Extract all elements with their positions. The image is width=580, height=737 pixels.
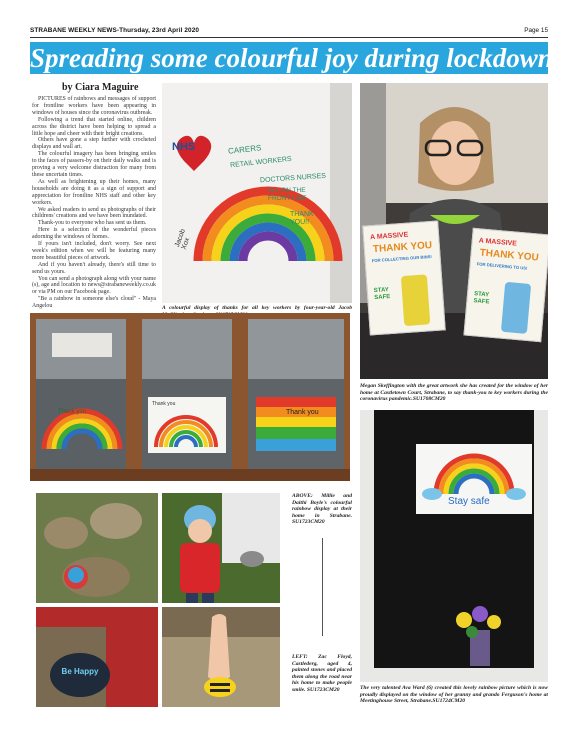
article-paragraph: Others have gone a step further with crocheted displays and wall art. <box>32 137 156 151</box>
byline: by Ciara Maguire <box>62 82 139 93</box>
article-paragraph: Here is a selection of the wonderful pieces adorning the windows of homes. <box>32 227 156 241</box>
caption-zac: LEFT: Zac Floyd, Castlederg, aged 4, painted stones and placed them along the road near his home to make people smile. SU1723CM20 <box>292 654 352 693</box>
article-paragraph: The colourful imagery has been bringing smiles to the faces of passers-by on their daily walks and is proving a very welcome distraction for many from these uncertain times. <box>32 151 156 178</box>
stay-safe-text: Stay safe <box>448 496 490 507</box>
drawing-signature: Jacob Xox <box>173 228 192 251</box>
caption-ava: The very talented Ava Ward (6) created this lovely rainbow picture which is now proudly displayed on the window of her granny and grando Ferguson's home at Meetinghouse Street, Strabane.SU1724CM20 <box>360 685 548 704</box>
headline: Spreading some colourful joy during lockdown <box>30 43 553 73</box>
boy-illustration <box>162 493 280 603</box>
drawing-retail: RETAIL WORKERS <box>229 155 293 170</box>
poster-bins-massive: A MASSIVE <box>369 231 409 242</box>
drawing-carers: CARERS <box>227 143 262 156</box>
article-paragraph: PICTURES of rainbows and messages of support for frontline workers have been appearing in windows of houses since the coronavirus outbreak. <box>32 96 156 116</box>
photo-megan <box>360 83 548 379</box>
poster-bins-stay: STAY SAFE <box>373 287 391 302</box>
article-paragraph: As well as brightening up their homes, many households are doing it as a sign of support and appreciation for frontline NHS staff and other key workers. <box>32 178 156 206</box>
poster-delivery-sub: FOR DELIVERING TO US! <box>476 261 528 271</box>
window-sign-1: Thank you <box>58 409 87 415</box>
window-illustration <box>30 313 350 481</box>
article-paragraph: You can send a photograph along with your name (s), age and location to news@strabaneweekly.co.uk or via PM on our Facebook page. <box>32 275 156 296</box>
caption-divider <box>322 538 323 636</box>
masthead-title: STRABANE WEEKLY NEWS-Thursday, 23rd April 2020 <box>30 27 200 34</box>
caption-millie: ABOVE: Millie and Daithi Boyle's colourful rainbow display at their home in Strabane. SU1723CM20 <box>292 493 352 525</box>
photo-jacob-drawing <box>162 83 352 303</box>
photo-boy-in-garden <box>162 493 280 603</box>
poster-bins <box>362 220 445 335</box>
poster-bins-figure <box>401 274 430 326</box>
top-rule <box>30 37 548 38</box>
poster-bins-sub: FOR COLLECTING OUR BINS! <box>371 254 433 264</box>
poster-delivery-figure <box>501 282 531 334</box>
photo-stay-safe-window <box>360 410 548 682</box>
stone-be-happy: Be Happy <box>61 667 99 676</box>
hand-illustration <box>162 607 280 707</box>
stay-safe-illustration <box>360 410 548 682</box>
article-paragraph: Following a trend that started online, children across the district have been helping to spread a little hope and cheer with their bright creations. <box>32 116 156 137</box>
photo-hand-stone <box>162 607 280 707</box>
article-body <box>32 96 156 310</box>
poster-delivery-stay: STAY SAFE <box>473 291 490 306</box>
page-number: Page 15 <box>524 27 548 34</box>
article-paragraph: And if you haven't already, there's still time to send us yours. <box>32 261 156 275</box>
caption-jacob: A colourful display of thanks for all key workers by four-year-old Jacob <box>162 305 352 311</box>
poster-delivery <box>463 228 548 342</box>
drawing-frontline: ALL ON THE FRONT LINE <box>268 187 307 202</box>
photo-window-rainbows <box>30 313 350 481</box>
caption-megan: Megan Skeffington with the great artwork she has created for the window of her home at Castletown Court, Strabane, to say thank-you to key workers during the coronavirus pandemic.SU1708CM20 <box>360 383 548 402</box>
photo-happy-stone <box>36 607 158 707</box>
window-sign-2: Thank you <box>152 401 176 407</box>
article-paragraph: "Be a rainbow in someone else's cloud" - Maya Angelou <box>32 296 156 310</box>
article-paragraph: We asked readers to send us photographs of their childrens' creations and we have been inundated. <box>32 206 156 220</box>
poster-delivery-thank: THANK YOU <box>479 247 540 264</box>
poster-delivery-massive: A MASSIVE <box>478 237 518 248</box>
drawing-doctors: DOCTORS NURSES <box>259 172 327 185</box>
window-sign-3: Thank you <box>286 409 319 416</box>
stone-illustration <box>36 607 158 707</box>
drawing-nhs: NHS <box>172 141 196 153</box>
photo-garden-rocks <box>36 493 158 603</box>
garden-illustration <box>36 493 158 603</box>
article-paragraph: Thank-you to everyone who has sent us them. <box>38 220 147 227</box>
drawing-thank-you: THANK YOU!! <box>290 211 314 226</box>
poster-bins-thank: THANK YOU <box>372 239 433 256</box>
article-paragraph: If yours isn't included, don't worry. See next week's edition when we will be featuring many more beautiful pieces of artwork. <box>32 241 156 261</box>
